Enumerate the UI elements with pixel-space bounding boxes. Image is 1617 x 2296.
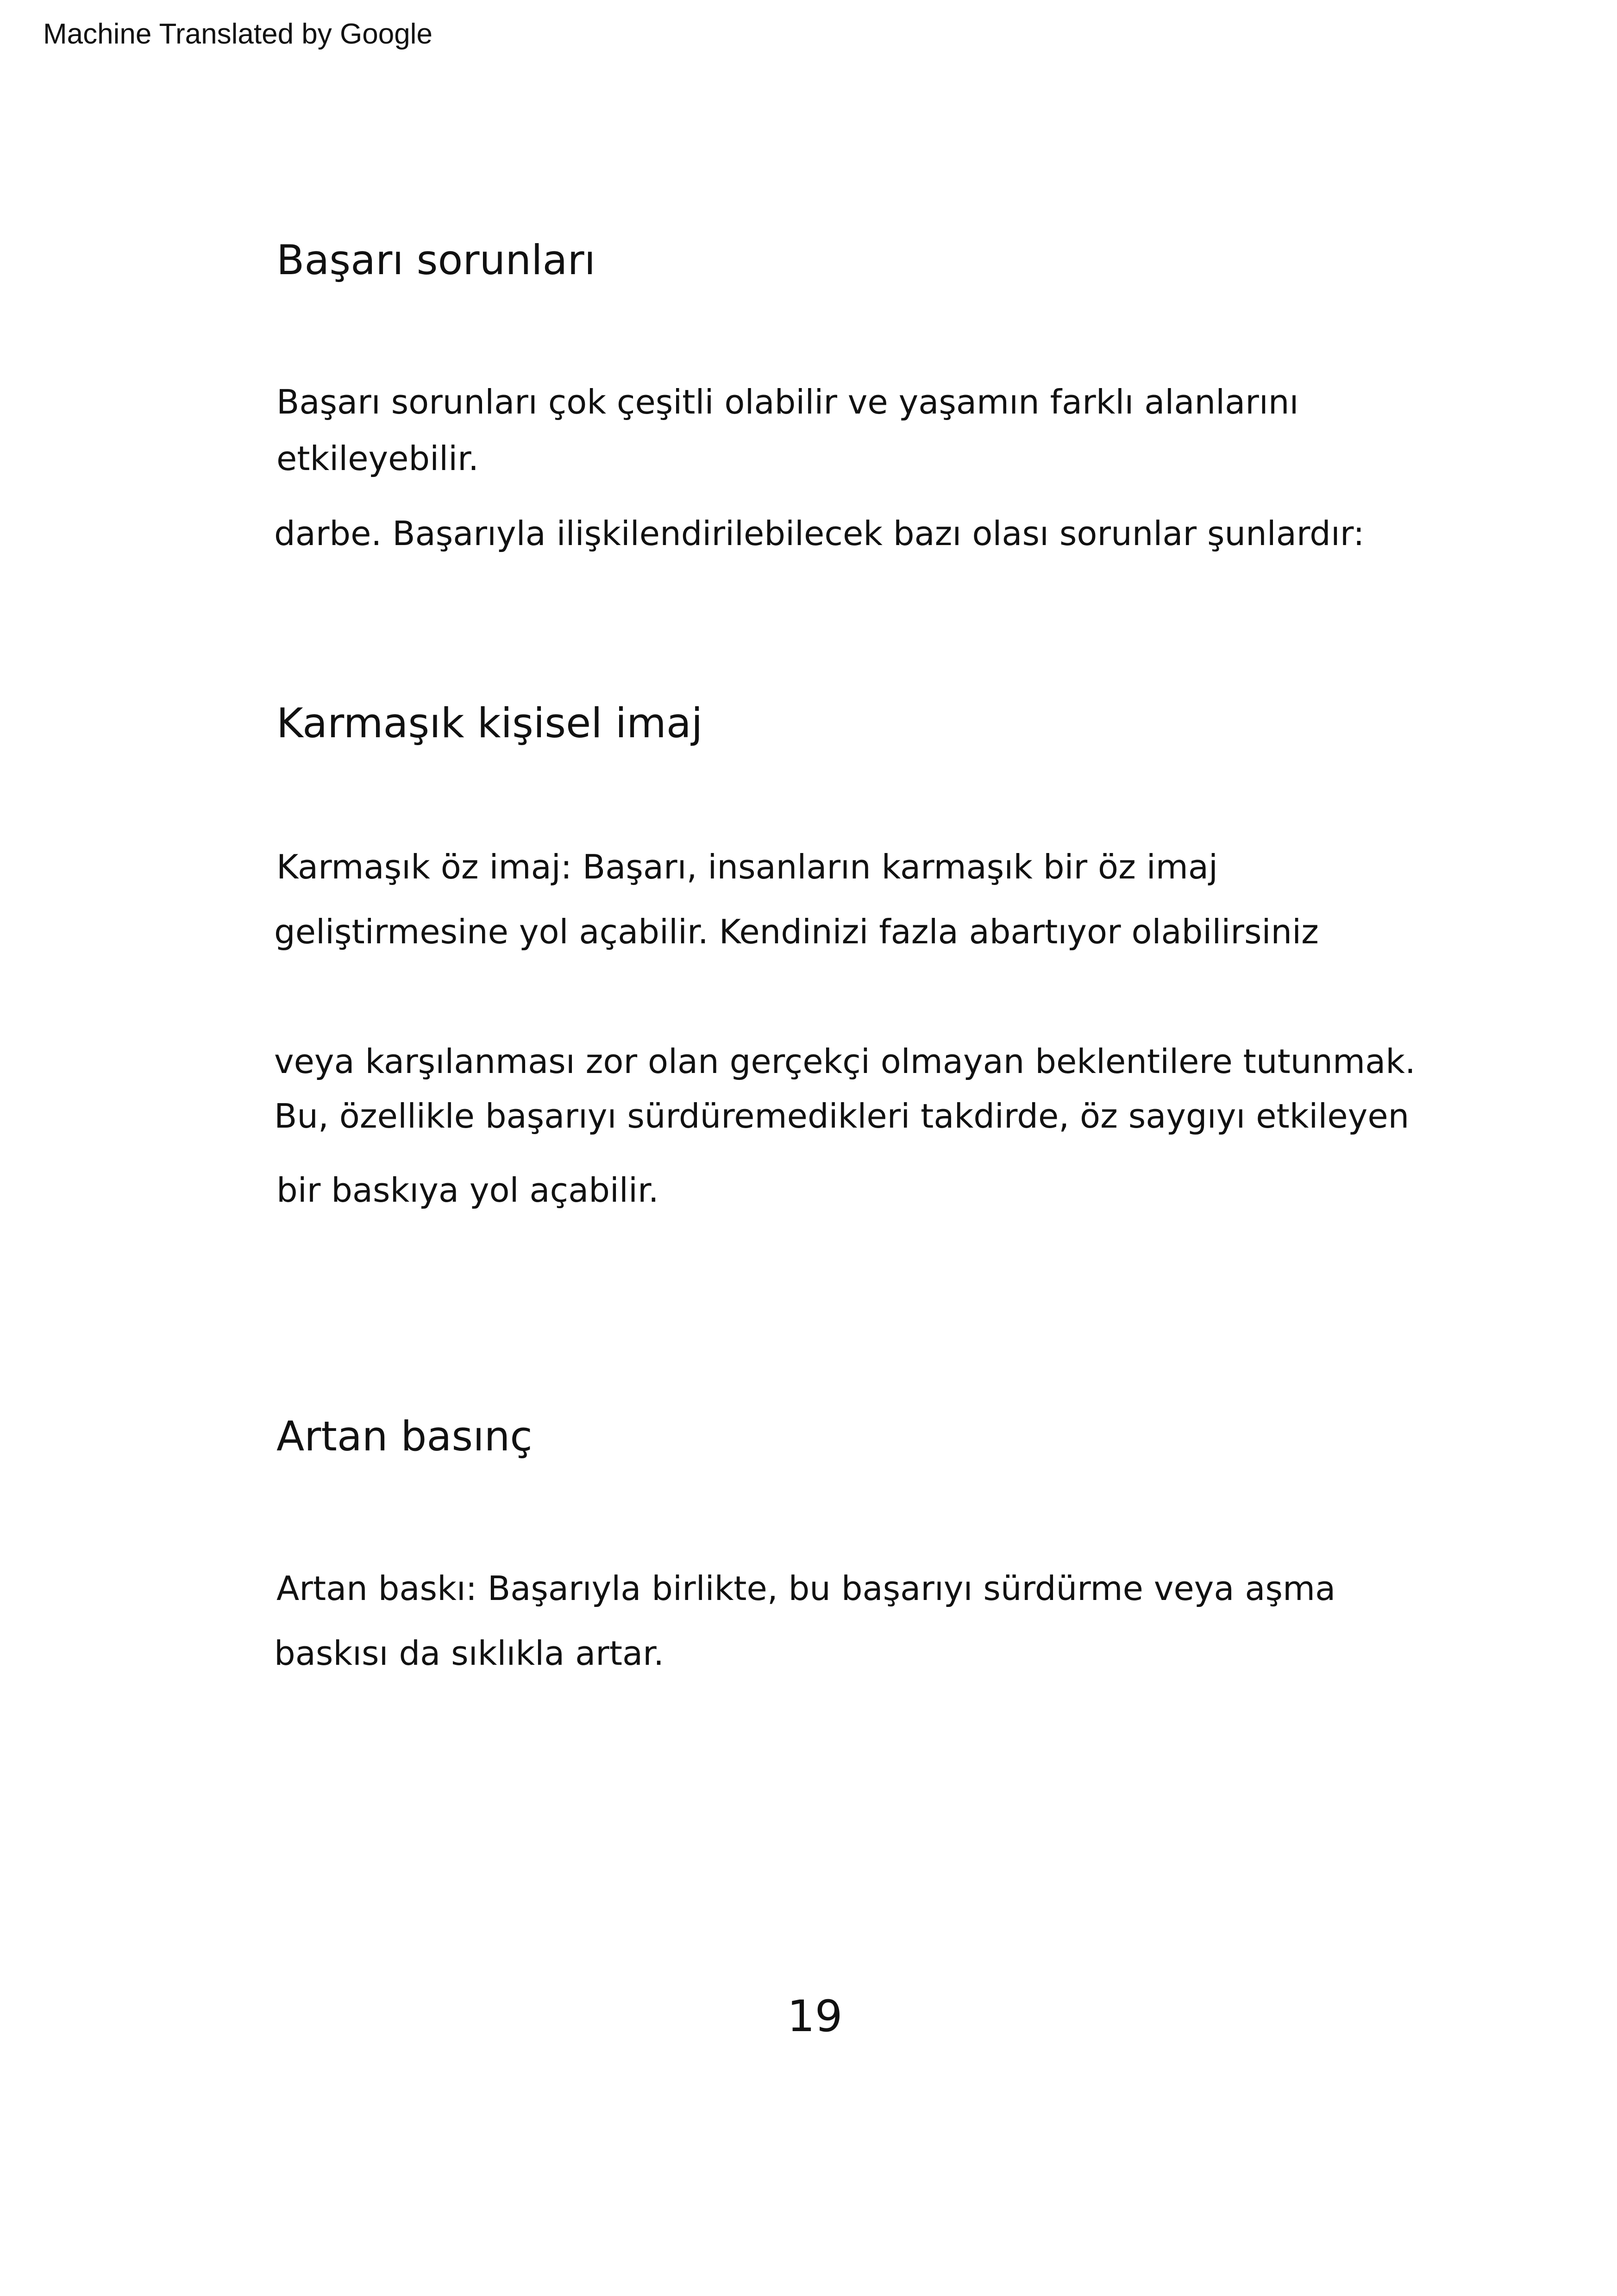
page-number: 19 bbox=[787, 1991, 843, 2042]
paragraph-line: Artan baskı: Başarıyla birlikte, bu başarıyı sürdürme veya aşma bbox=[276, 1569, 1336, 1608]
watermark: Machine Translated by Google bbox=[43, 18, 432, 50]
paragraph-line: darbe. Başarıyla ilişkilendirilebilecek bazı olası sorunlar şunlardır: bbox=[274, 514, 1365, 553]
section-heading: Karmaşık kişisel imaj bbox=[276, 699, 703, 747]
paragraph-line: baskısı da sıklıkla artar. bbox=[274, 1634, 664, 1673]
paragraph-line: veya karşılanması zor olan gerçekçi olmayan beklentilere tutunmak. bbox=[274, 1042, 1416, 1081]
paragraph-line: bir baskıya yol açabilir. bbox=[276, 1171, 659, 1210]
paragraph-line: etkileyebilir. bbox=[276, 439, 479, 478]
paragraph-line: Başarı sorunları çok çeşitli olabilir ve yaşamın farklı alanlarını bbox=[276, 383, 1299, 421]
paragraph-line: geliştirmesine yol açabilir. Kendinizi fazla abartıyor olabilirsiniz bbox=[274, 912, 1319, 951]
paragraph-line: Karmaşık öz imaj: Başarı, insanların karmaşık bir öz imaj bbox=[276, 847, 1218, 886]
section-heading: Artan basınç bbox=[276, 1412, 533, 1460]
paragraph-line: Bu, özellikle başarıyı sürdüremedikleri takdirde, öz saygıyı etkileyen bbox=[274, 1097, 1410, 1135]
section-heading: Başarı sorunları bbox=[276, 236, 596, 284]
